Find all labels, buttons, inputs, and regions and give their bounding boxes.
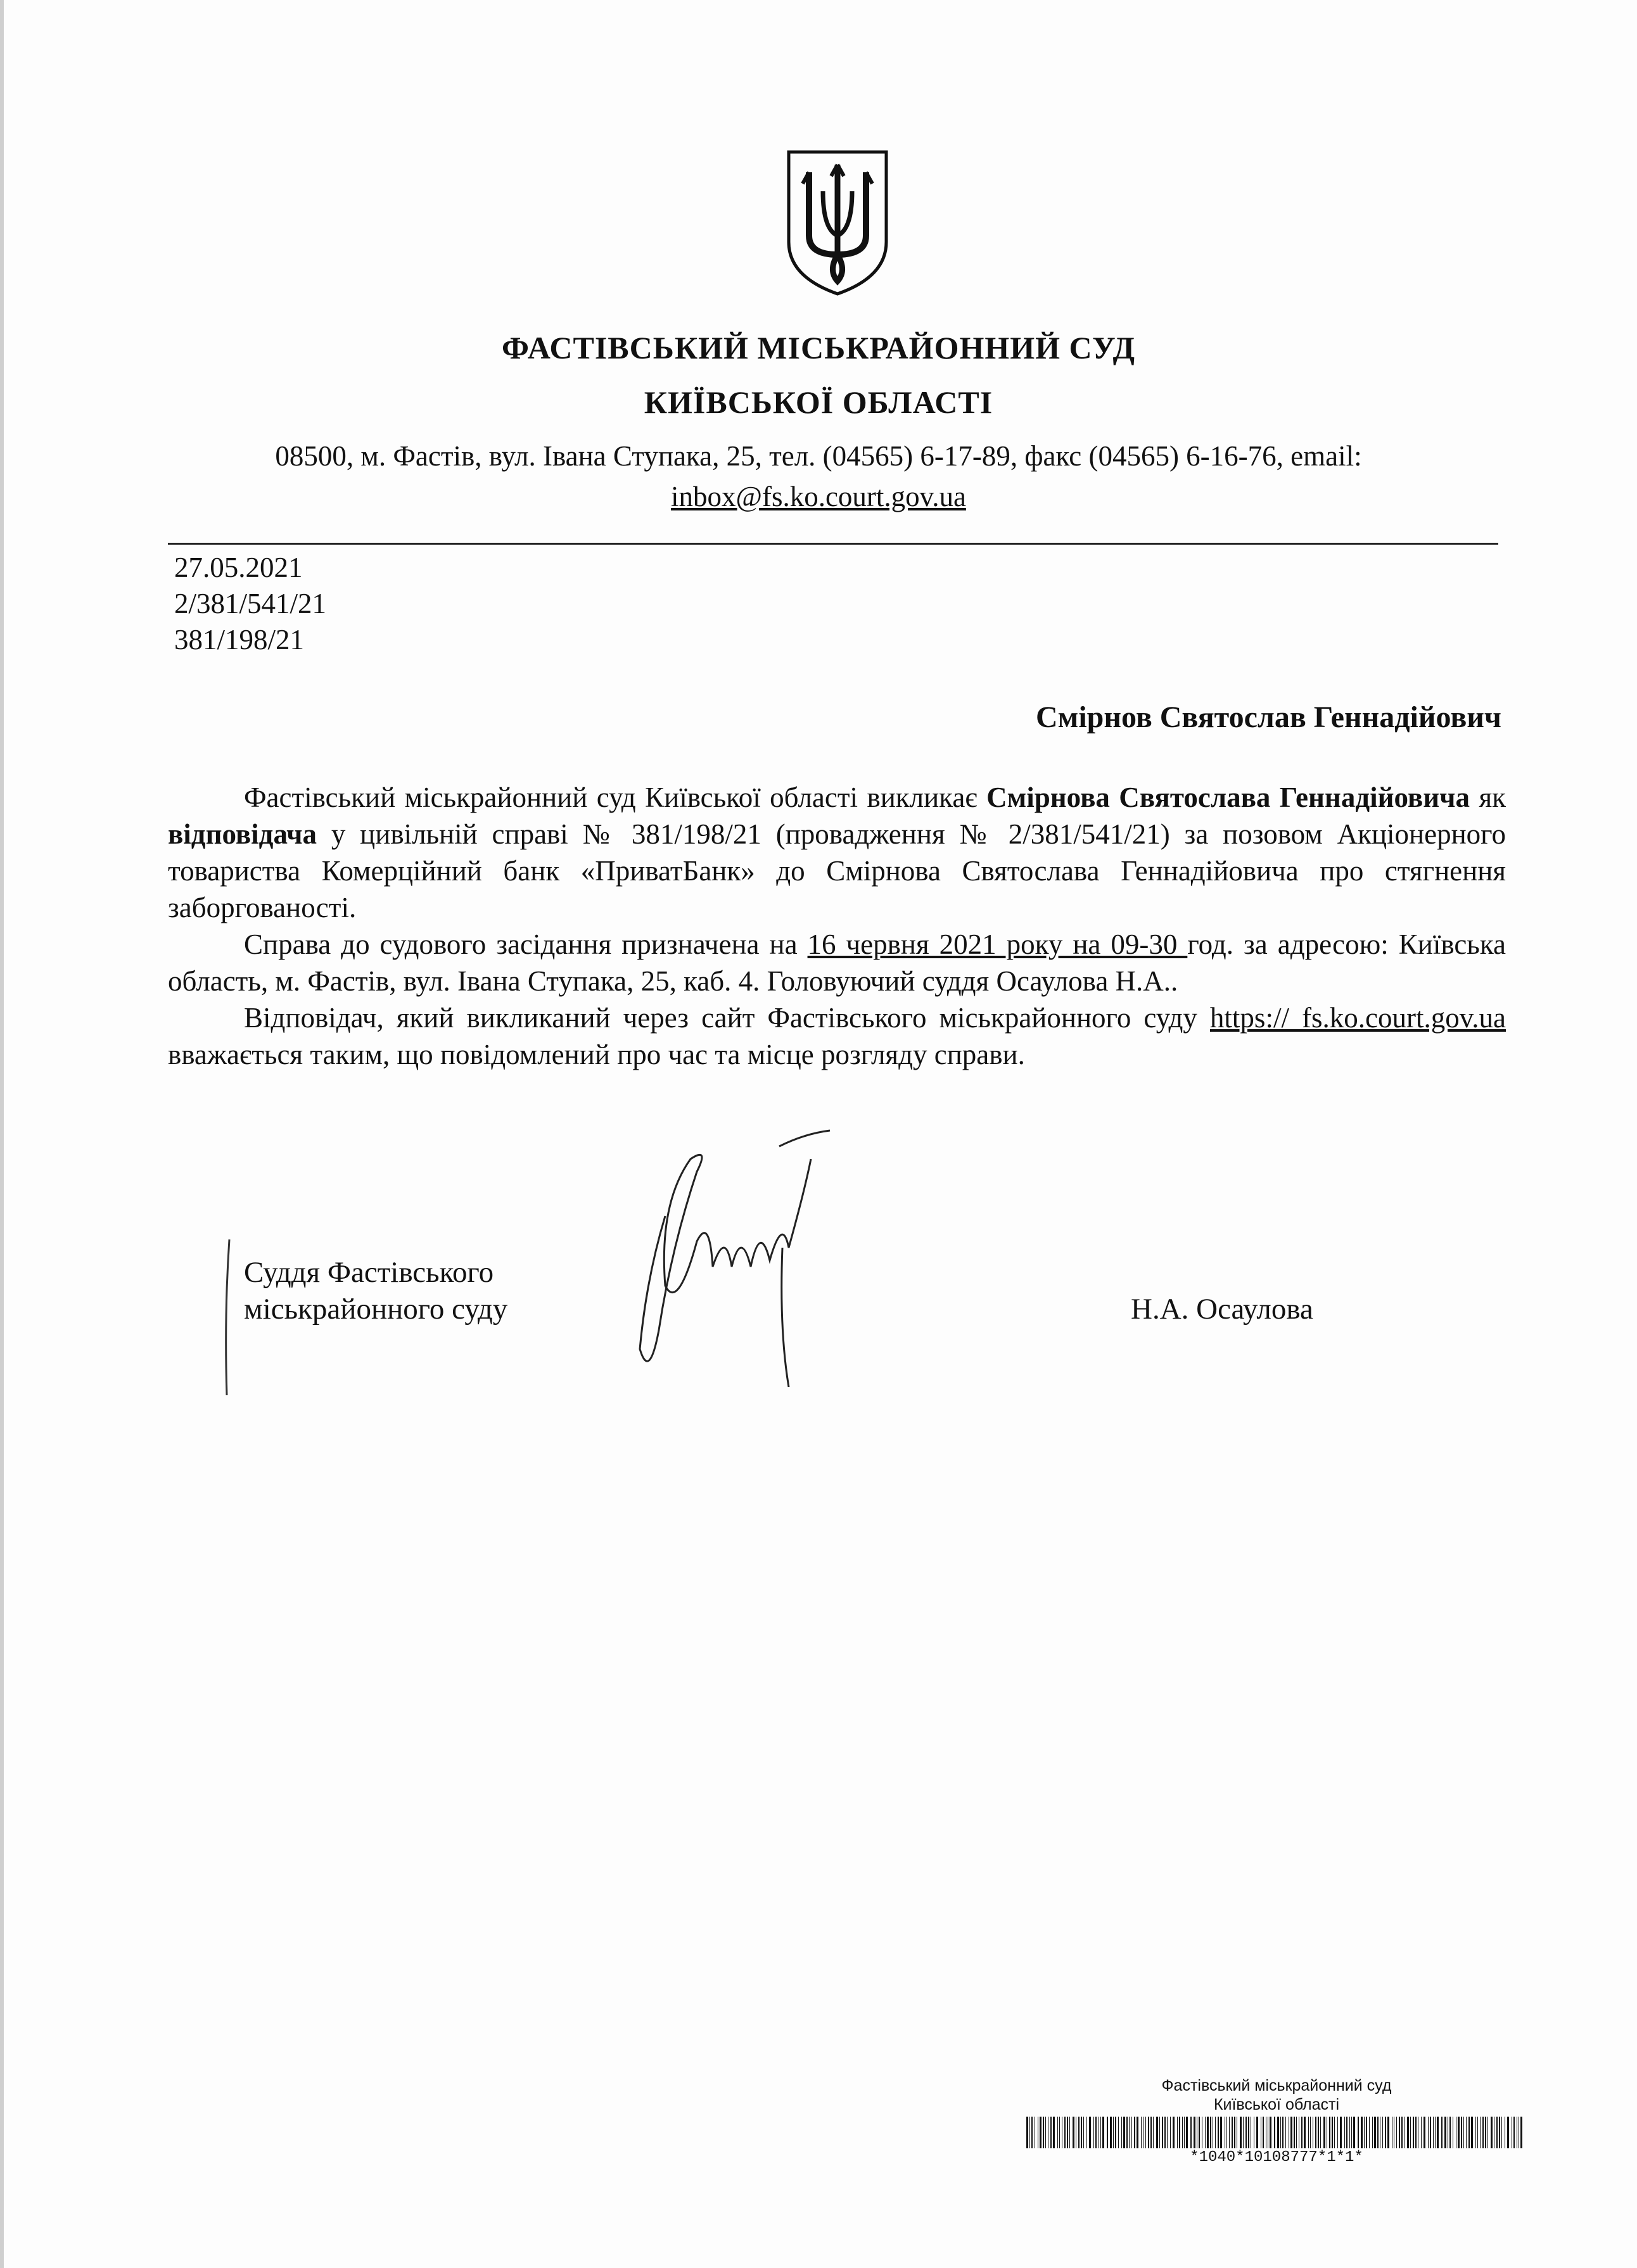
proceeding-number: 2/381/541/21	[174, 588, 327, 619]
barcode-bar	[1332, 2117, 1333, 2148]
barcode-bar	[1190, 2117, 1192, 2148]
barcode-bar	[1194, 2117, 1195, 2148]
barcode-bar	[1437, 2117, 1439, 2148]
p1-text-c: як	[1470, 782, 1506, 813]
barcode-bar	[1477, 2117, 1478, 2148]
barcode-bar	[1421, 2117, 1422, 2148]
p1-text-a: Фастівський міськрайонний суд Київської області викликає	[244, 782, 987, 813]
barcode-bar	[1280, 2117, 1281, 2148]
p2-text-c: год. за адресою: Київська область, м. Фастів, вул. Івана Ступака, 25, каб. 4. Головуючий суддя Осаулова Н.А..	[168, 928, 1506, 997]
barcode-bar	[1067, 2117, 1068, 2148]
barcode-bar	[1240, 2117, 1242, 2148]
barcode-bar	[1156, 2117, 1158, 2148]
barcode-bar	[1482, 2117, 1484, 2148]
barcode-bar	[1274, 2117, 1275, 2148]
barcode-bar	[1353, 2117, 1355, 2148]
barcode-bar	[1358, 2117, 1359, 2148]
barcode-bar	[1441, 2117, 1443, 2148]
barcode-bar	[1374, 2117, 1376, 2148]
court-website-link[interactable]: https:// fs.ko.court.gov.ua	[1209, 1002, 1506, 1034]
barcode-bar	[1496, 2117, 1498, 2148]
barcode-bar	[1513, 2117, 1515, 2148]
case-number: 381/198/21	[174, 624, 305, 656]
barcode-bar	[1315, 2117, 1316, 2148]
p1-role: відповідача	[168, 818, 317, 850]
barcode-bar	[1118, 2117, 1119, 2148]
signer-title-line2: міськрайонного суду	[244, 1293, 508, 1326]
barcode-bar	[1485, 2117, 1486, 2148]
stamp-code: *1040*10108777*1*1*	[1190, 2149, 1363, 2166]
barcode-bar	[1396, 2117, 1397, 2148]
barcode-bar	[1184, 2117, 1185, 2148]
barcode-bar	[1480, 2117, 1481, 2148]
barcode-bar	[1471, 2117, 1473, 2148]
barcode-bar	[1285, 2117, 1286, 2148]
barcode-bar	[1093, 2117, 1094, 2148]
header-divider	[168, 543, 1498, 545]
barcode-bar	[1243, 2117, 1244, 2148]
p1-defendant-name: Смірнова Святослава Геннадійовича	[986, 782, 1470, 813]
barcode-bar	[1089, 2117, 1091, 2148]
barcode-bar	[1145, 2117, 1146, 2148]
barcode-bar	[1413, 2117, 1414, 2148]
barcode-bar	[1361, 2117, 1363, 2148]
barcode-bar	[1385, 2117, 1386, 2148]
barcode-bar	[1245, 2117, 1247, 2148]
barcode-bar	[1182, 2117, 1183, 2148]
barcode-bar	[1220, 2117, 1222, 2148]
barcode-bar	[1229, 2117, 1230, 2148]
letter-body	[168, 779, 1506, 1073]
barcode-bar	[1100, 2117, 1101, 2148]
barcode-bar	[1218, 2117, 1219, 2148]
barcode-bar	[1248, 2117, 1249, 2148]
barcode-bar	[1059, 2117, 1060, 2148]
barcode-icon	[1026, 2117, 1527, 2148]
barcode-bar	[1129, 2117, 1130, 2148]
barcode-bar	[1294, 2117, 1295, 2148]
signer-name: Н.А. Осаулова	[1131, 1293, 1313, 1326]
barcode-bar	[1256, 2117, 1258, 2148]
barcode-bar	[1401, 2117, 1403, 2148]
barcode-bar	[1369, 2117, 1370, 2148]
paragraph-hearing	[168, 926, 1506, 999]
barcode-bar	[1205, 2117, 1206, 2148]
barcode-bar	[1430, 2117, 1431, 2148]
barcode-bar	[1173, 2117, 1175, 2148]
barcode-bar	[1424, 2117, 1425, 2148]
barcode-bar	[1308, 2117, 1309, 2148]
barcode-bar	[1387, 2117, 1389, 2148]
barcode-bar	[1499, 2117, 1500, 2148]
barcode-bar	[1507, 2117, 1509, 2148]
barcode-bar	[1520, 2117, 1522, 2148]
barcode-bar	[1364, 2117, 1365, 2148]
barcode-bar	[1415, 2117, 1417, 2148]
barcode-bar	[1349, 2117, 1350, 2148]
barcode-bar	[1215, 2117, 1216, 2148]
barcode-bar	[1162, 2117, 1163, 2148]
stamp-line1: Фастівський міськрайонний суд	[1161, 2077, 1392, 2094]
barcode-bar	[1123, 2117, 1125, 2148]
barcode-bar	[1449, 2117, 1451, 2148]
barcode-bar	[1121, 2117, 1122, 2148]
barcode-bar	[1399, 2117, 1400, 2148]
barcode-bar	[1134, 2117, 1135, 2148]
barcode-bar	[1435, 2117, 1436, 2148]
barcode-bar	[1043, 2117, 1044, 2148]
barcode-bar	[1318, 2117, 1319, 2148]
court-name-line1: ФАСТІВСЬКИЙ МІСЬКРАЙОННИЙ СУД	[501, 330, 1136, 365]
barcode-bar	[1277, 2117, 1279, 2148]
barcode-bar	[1207, 2117, 1209, 2148]
barcode-bar	[1263, 2117, 1264, 2148]
barcode-bar	[1458, 2117, 1460, 2148]
barcode-bar	[1232, 2117, 1233, 2148]
handwritten-signature	[621, 1121, 849, 1387]
paragraph-summons	[168, 779, 1506, 926]
barcode-bar	[1468, 2117, 1470, 2148]
barcode-bar	[1226, 2117, 1227, 2148]
barcode-bar	[1186, 2117, 1188, 2148]
p3-text-c: вважається таким, що повідомлений про час та місце розгляду справи.	[168, 1039, 1025, 1070]
barcode-bar	[1050, 2117, 1052, 2148]
barcode-bar	[1377, 2117, 1379, 2148]
barcode-bar	[1301, 2117, 1303, 2148]
barcode-bar	[1081, 2117, 1082, 2148]
barcode-bar	[1282, 2117, 1283, 2148]
barcode-bar	[1428, 2117, 1429, 2148]
barcode-bar	[1234, 2117, 1235, 2148]
signer-title-line1: Суддя Фастівського	[244, 1256, 494, 1289]
addressee-name: Смірнов Святослав Геннадійович	[1035, 700, 1501, 734]
p2-text-a: Справа до судового засідання призначена на	[244, 928, 808, 960]
barcode-bar	[1026, 2117, 1028, 2148]
barcode-bar	[1170, 2117, 1171, 2148]
barcode-bar	[1078, 2117, 1080, 2148]
barcode-bar	[1346, 2117, 1347, 2148]
barcode-bar	[1095, 2117, 1097, 2148]
barcode-bar	[1334, 2117, 1335, 2148]
court-address	[0, 436, 1637, 517]
barcode-bar	[1083, 2117, 1084, 2148]
barcode-bar	[1296, 2117, 1297, 2148]
margin-mark	[222, 1238, 233, 1397]
registration-stamp	[1026, 2076, 1527, 2167]
p3-text-a: Відповідач, який викликаний через сайт Фастівського міськрайонного суду	[244, 1002, 1210, 1034]
barcode-bar	[1463, 2117, 1464, 2148]
barcode-bar	[1148, 2117, 1149, 2148]
barcode-bar	[1410, 2117, 1411, 2148]
barcode-bar	[1159, 2117, 1160, 2148]
barcode-bar	[1153, 2117, 1154, 2148]
barcode-bar	[1057, 2117, 1058, 2148]
barcode-bar	[1461, 2117, 1462, 2148]
barcode-bar	[1329, 2117, 1330, 2148]
signer-title	[244, 1254, 507, 1327]
barcode-bar	[1164, 2117, 1166, 2148]
barcode-bar	[1064, 2117, 1066, 2148]
p1-text-e: у цивільній справі № 381/198/21 (провадження № 2/381/541/21) за позовом Акціонерного товариства Комерційний банк «ПриватБанк» до Смірнова Святослава Геннадійовича про стягнення заборгованості.	[168, 818, 1506, 923]
barcode-bar	[1179, 2117, 1180, 2148]
barcode-bar	[1167, 2117, 1168, 2148]
barcode-bar	[1115, 2117, 1116, 2148]
document-date: 27.05.2021	[174, 552, 303, 583]
barcode-bar	[1102, 2117, 1104, 2148]
barcode-bar	[1501, 2117, 1502, 2148]
barcode-bar	[1040, 2117, 1041, 2148]
barcode-bar	[1210, 2117, 1211, 2148]
barcode-bar	[1433, 2117, 1434, 2148]
barcode-bar	[1366, 2117, 1367, 2148]
barcode-bar	[1404, 2117, 1405, 2148]
barcode-bar	[1344, 2117, 1345, 2148]
barcode-bar	[1107, 2117, 1108, 2148]
hearing-datetime: 16 червня 2021 року на 09-30	[807, 928, 1188, 960]
barcode-bar	[1086, 2117, 1087, 2148]
barcode-bar	[1150, 2117, 1152, 2148]
barcode-bar	[1466, 2117, 1467, 2148]
barcode-bar	[1069, 2117, 1070, 2148]
barcode-bar	[1382, 2117, 1383, 2148]
barcode-bar	[1290, 2117, 1292, 2148]
barcode-bar	[1137, 2117, 1138, 2148]
barcode-bar	[1199, 2117, 1200, 2148]
barcode-bar	[1487, 2117, 1488, 2148]
barcode-bar	[1045, 2117, 1046, 2148]
barcode-bar	[1053, 2117, 1055, 2148]
court-name-line2: КИЇВСЬКОЇ ОБЛАСТІ	[644, 384, 993, 420]
barcode-bar	[1407, 2117, 1409, 2148]
barcode-bar	[1310, 2117, 1311, 2148]
barcode-bar	[1491, 2117, 1493, 2148]
barcode-bar	[1304, 2117, 1306, 2148]
barcode-bar	[1340, 2117, 1342, 2148]
barcode-bar	[1141, 2117, 1142, 2148]
barcode-bar	[1031, 2117, 1033, 2148]
coat-of-arms-trident-icon	[784, 147, 891, 299]
barcode-bar	[1337, 2117, 1338, 2148]
barcode-bar	[1351, 2117, 1352, 2148]
barcode-bar	[1372, 2117, 1373, 2148]
address-line: 08500, м. Фастів, вул. Івана Ступака, 25, тел. (04565) 6-17-89, факс (04565) 6-16-76, email:	[275, 440, 1362, 472]
reference-block	[174, 550, 326, 658]
barcode-bar	[1323, 2117, 1325, 2148]
barcode-bar	[1270, 2117, 1271, 2148]
barcode-bar	[1320, 2117, 1321, 2148]
stamp-line2: Київської області	[1213, 2096, 1340, 2113]
barcode-bar	[1444, 2117, 1446, 2148]
barcode-bar	[1029, 2117, 1030, 2148]
barcode-bar	[1131, 2117, 1132, 2148]
paragraph-notice	[168, 999, 1506, 1073]
email-link[interactable]: inbox@fs.ko.court.gov.ua	[671, 481, 966, 512]
barcode-bar	[1475, 2117, 1476, 2148]
barcode-bar	[1073, 2117, 1074, 2148]
barcode-bar	[1126, 2117, 1128, 2148]
barcode-bar	[1110, 2117, 1112, 2148]
barcode-bar	[1113, 2117, 1114, 2148]
barcode-bar	[1177, 2117, 1178, 2148]
